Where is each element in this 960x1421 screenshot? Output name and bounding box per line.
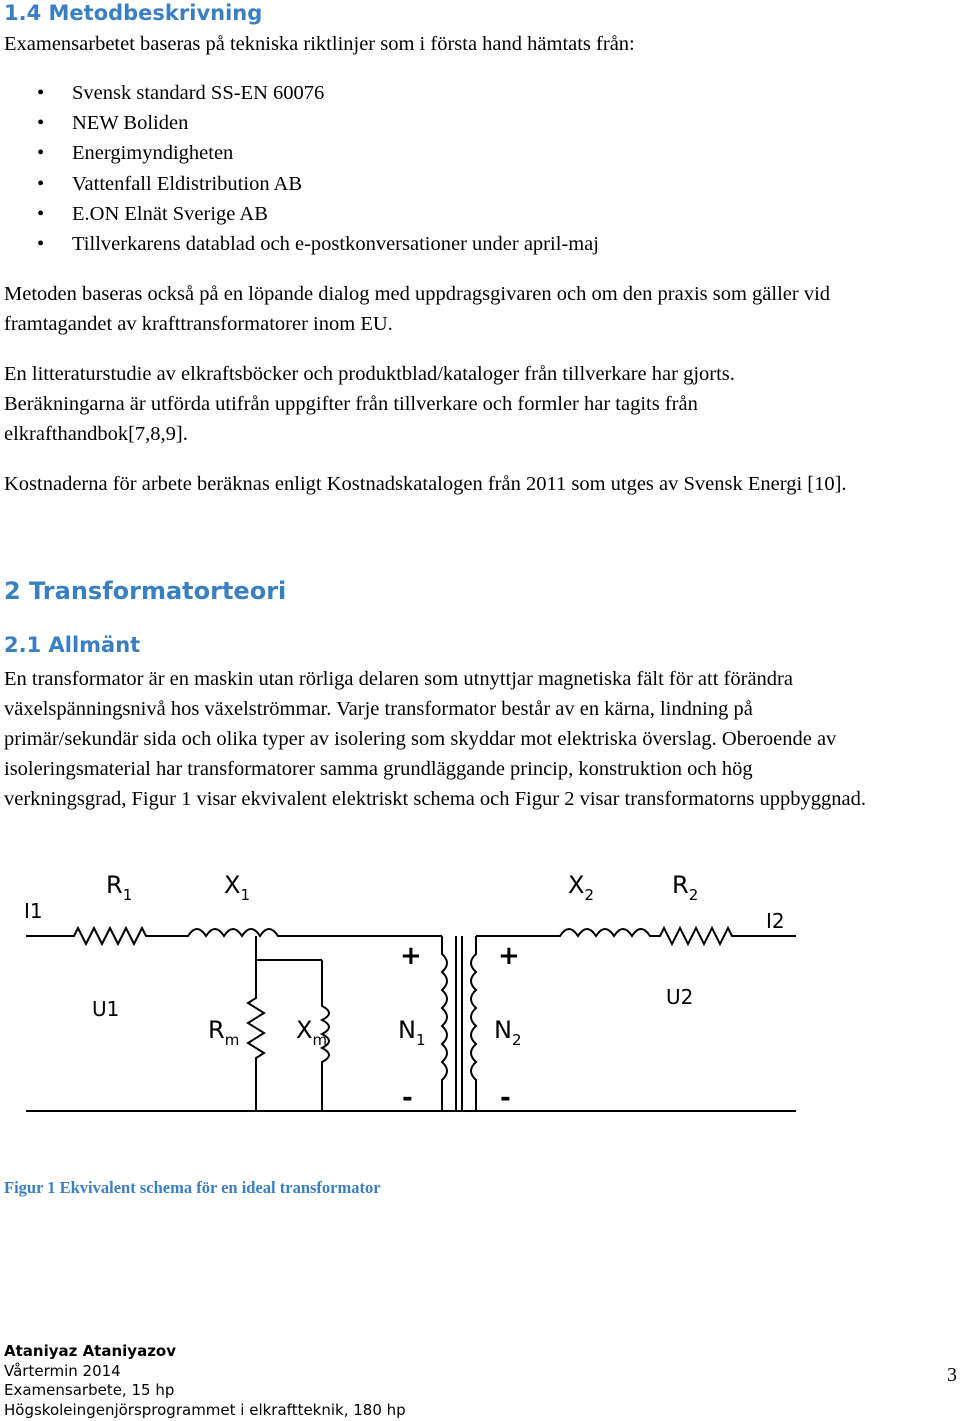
u2-label: U2: [666, 985, 694, 1009]
section-heading-metodbeskrivning: 1.4 Metodbeskrivning: [4, 1, 263, 25]
transformer-general-paragraph: En transformator är en maskin utan rörliga delaren som utnyttjar magnetiska fält för att förändra växelspänningsnivå hos växelströmmar. Varje transformator består av en kärna, lindning på primär/sekundär sida och olika typer av isolering som skyddar mot elektriska överslag. Oberoende av isoleringsmaterial har transformatorer samma grundläggande princip, konstruktion och hög verkningsgrad, Figur 1 visar ekvivalent elektriskt schema och Figur 2 visar transformatorns uppbyggnad.: [4, 668, 866, 810]
list-item: • E.ON Elnät Sverige AB: [0, 199, 599, 229]
list-item: • Tillverkarens datablad och e-postkonversationer under april-maj: [0, 229, 599, 259]
equivalent-circuit-diagram: [0, 858, 820, 1128]
page-number: 3: [947, 1364, 957, 1386]
chapter-heading-transformatorteori: 2 Transformatorteori: [4, 577, 287, 605]
section-heading-allmant: 2.1 Allmänt: [4, 633, 141, 657]
primary-plus-sign: +: [400, 941, 422, 971]
u1-label: U1: [92, 997, 120, 1021]
n1-label: $N_1$: [398, 1016, 426, 1049]
cost-paragraph: Kostnaderna för arbete beräknas enligt Kostnadskatalogen från 2011 som utges av Svensk Energi [10].: [4, 473, 847, 495]
xm-label: $X_m$: [296, 1016, 328, 1049]
footer-term: Vårtermin 2014: [4, 1361, 121, 1380]
list-item: • Energimyndigheten: [0, 138, 599, 168]
r2-label: $R_2$: [672, 871, 699, 904]
secondary-plus-sign: +: [498, 941, 520, 971]
i1-label: I1: [24, 899, 43, 923]
list-item: • NEW Boliden: [0, 108, 599, 138]
method-dialog-paragraph: Metoden baseras också på en löpande dialog med uppdragsgivaren och om den praxis som gäller vid framtagandet av krafttransformatorer inom EU.: [4, 283, 831, 335]
x2-label: $X_2$: [568, 871, 594, 904]
intro-paragraph: Examensarbetet baseras på tekniska riktlinjer som i första hand hämtats från:: [4, 33, 635, 55]
primary-minus-sign: -: [402, 1083, 413, 1113]
footer-work: Examensarbete, 15 hp: [4, 1381, 175, 1399]
literature-study-paragraph: En litteraturstudie av elkraftsböcker och produktblad/kataloger från tillverkare har gjorts. Beräkningarna är utförda utifrån uppgifter från tillverkare och formler har tagits från elkrafthandbok[7,8,9].: [4, 363, 735, 445]
list-item: • Svensk standard SS-EN 60076: [0, 78, 599, 108]
figure-caption: Figur 1 Ekvivalent schema för en ideal transformator: [4, 1178, 381, 1197]
list-item: • Vattenfall Eldistribution AB: [0, 169, 599, 199]
secondary-minus-sign: -: [500, 1083, 511, 1113]
n2-label: $N_2$: [494, 1016, 522, 1049]
page-footer: [4, 1342, 406, 1420]
footer-program: Högskoleingenjörsprogrammet i elkraftteknik, 180 hp: [4, 1400, 406, 1419]
footer-author: Ataniyaz Ataniyazov: [4, 1342, 177, 1360]
rm-label: $R_m$: [208, 1016, 240, 1049]
r1-label: $R_1$: [106, 871, 133, 904]
x1-label: $X_1$: [224, 871, 250, 904]
i2-label: I2: [766, 909, 785, 933]
source-list: [0, 78, 599, 259]
